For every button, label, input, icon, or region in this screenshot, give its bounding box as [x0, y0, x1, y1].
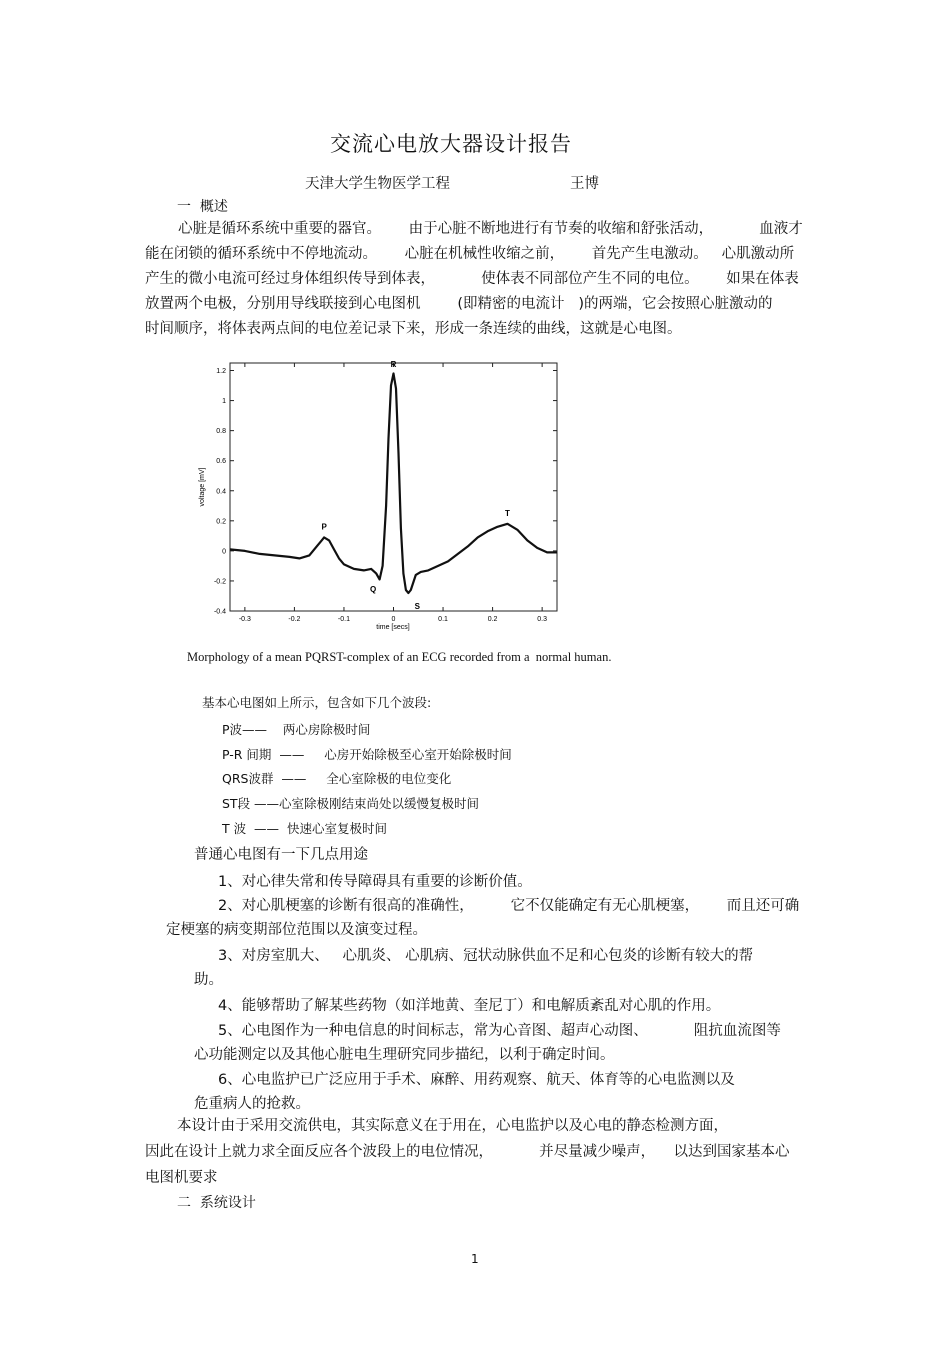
x-tick-label: -0.1 [337, 616, 350, 623]
y-tick-label: 0.2 [216, 518, 226, 526]
use-item-2 [166, 894, 799, 942]
use-item-3 [194, 944, 753, 992]
y-tick-label: -0.4 [213, 608, 226, 616]
author-affiliation: 天津大学生物医学工程 [305, 176, 450, 192]
use-item-line: 定梗塞的病变期部位范围以及演变过程。 [166, 922, 427, 938]
ecg-series-line [230, 374, 557, 594]
y-tick-label: 0.6 [216, 458, 226, 466]
use-item-line: 心功能测定以及其他心脏电生理研究同步描纪，以利于确定时间。 [194, 1047, 615, 1063]
use-item-1 [218, 870, 532, 891]
x-tick-label: 0.2 [487, 616, 498, 623]
use-item-line: 1、对心律失常和传导障碍具有重要的诊断价值。 [218, 874, 532, 890]
wave-label-s: S [414, 601, 421, 611]
use-item-line: 6、心电监护已广泛应用于手术、麻醉、用药观察、航天、体育等的心电监测以及 [218, 1072, 735, 1088]
y-tick-label: 0.4 [216, 488, 226, 496]
section-heading-overview: 一 概述 [177, 199, 228, 215]
waves-intro: 基本心电图如上所示，包含如下几个波段: [202, 695, 432, 710]
x-tick-label: -0.3 [238, 616, 251, 623]
y-tick-label: 1.2 [216, 368, 226, 376]
wave-label-p: P [321, 522, 327, 532]
x-tick-label: 0 [391, 616, 396, 623]
uses-heading: 普通心电图有一下几点用途 [194, 847, 368, 863]
intro-line: 放置两个电极，分别用导线联接到心电图机 (即精密的电流计 )的两端，它会按照心脏激动的 [145, 296, 773, 312]
wave-item: P波—— 两心房除极时间 [222, 722, 371, 737]
x-tick-label: -0.2 [288, 616, 301, 623]
wave-item: P-R 间期 —— 心房开始除极至心室开始除极时间 [222, 746, 512, 762]
y-tick-label: 1 [222, 398, 226, 406]
use-item-line: 5、心电图作为一种电信息的时间标志，常为心音图、超声心动图、 阻抗血流图等 [218, 1023, 781, 1039]
use-item-5 [194, 1019, 781, 1067]
use-item-line: 2、对心肌梗塞的诊断有很高的准确性， 它不仅能确定有无心肌梗塞， 而且还可确 [218, 898, 800, 914]
plot-frame [230, 363, 557, 611]
section-heading-system-design: 二 系统设计 [177, 1195, 256, 1211]
page-number: 1 [471, 1252, 479, 1266]
intro-line: 能在闭锁的循环系统中不停地流动。 心脏在机械性收缩之前， 首先产生电激动。 心肌激动所 [145, 246, 795, 262]
design-line: 因此在设计上就力求全面反应各个波段上的电位情况， 并尽量减少噪声， 以达到国家基本心 [145, 1144, 790, 1160]
use-item-line: 4、能够帮助了解某些药物（如洋地黄、奎尼丁）和电解质紊乱对心肌的作用。 [218, 998, 721, 1014]
y-tick-label: 0.8 [216, 428, 226, 436]
intro-paragraph [145, 217, 803, 342]
wave-item: T 波 —— 快速心室复极时间 [222, 820, 388, 836]
use-item-line: 危重病人的抢救。 [194, 1096, 310, 1112]
design-paragraph [145, 1113, 790, 1191]
author-name: 王博 [570, 176, 599, 192]
figure-caption: Morphology of a mean PQRST-complex of an ECG recorded from a normal human. [187, 650, 612, 664]
intro-line: 产生的微小电流可经过身体组织传导到体表， 使体表不同部位产生不同的电位。 如果在体表 [145, 271, 799, 287]
intro-line: 心脏是循环系统中重要的器官。 由于心脏不断地进行有节奏的收缩和舒张活动， 血液才 [178, 221, 803, 237]
wave-label-t: T [505, 508, 510, 518]
use-item-4 [218, 994, 720, 1015]
use-item-line: 助。 [194, 972, 223, 988]
y-tick-label: 0 [222, 548, 226, 556]
intro-line: 时间顺序，将体表两点间的电位差记录下来，形成一条连续的曲线，这就是心电图。 [145, 321, 682, 337]
y-tick-label: -0.2 [213, 578, 226, 586]
design-line: 本设计由于采用交流供电，其实际意义在于用在，心电监护以及心电的静态检测方面， [177, 1118, 728, 1134]
wave-label-q: Q [369, 584, 377, 594]
x-tick-label: 0.3 [537, 616, 548, 623]
x-axis-label: time [secs] [376, 624, 410, 631]
y-axis-label: voltage [mV] [199, 467, 206, 507]
design-line: 电图机要求 [145, 1170, 218, 1186]
ecg-chart [180, 355, 580, 640]
document-title: 交流心电放大器设计报告 [330, 132, 572, 156]
x-tick-label: 0.1 [438, 616, 448, 623]
wave-item: QRS波群 —— 全心室除极的电位变化 [222, 771, 452, 787]
use-item-line: 3、对房室肌大、 心肌炎、 心肌病、冠状动脉供血不足和心包炎的诊断有较大的帮 [218, 948, 754, 964]
waves-list [222, 718, 512, 842]
use-item-6 [194, 1068, 735, 1116]
wave-label-r: R [390, 360, 397, 370]
wave-item: ST段 ——心室除极刚结束尚处以缓慢复极时间 [222, 796, 480, 812]
